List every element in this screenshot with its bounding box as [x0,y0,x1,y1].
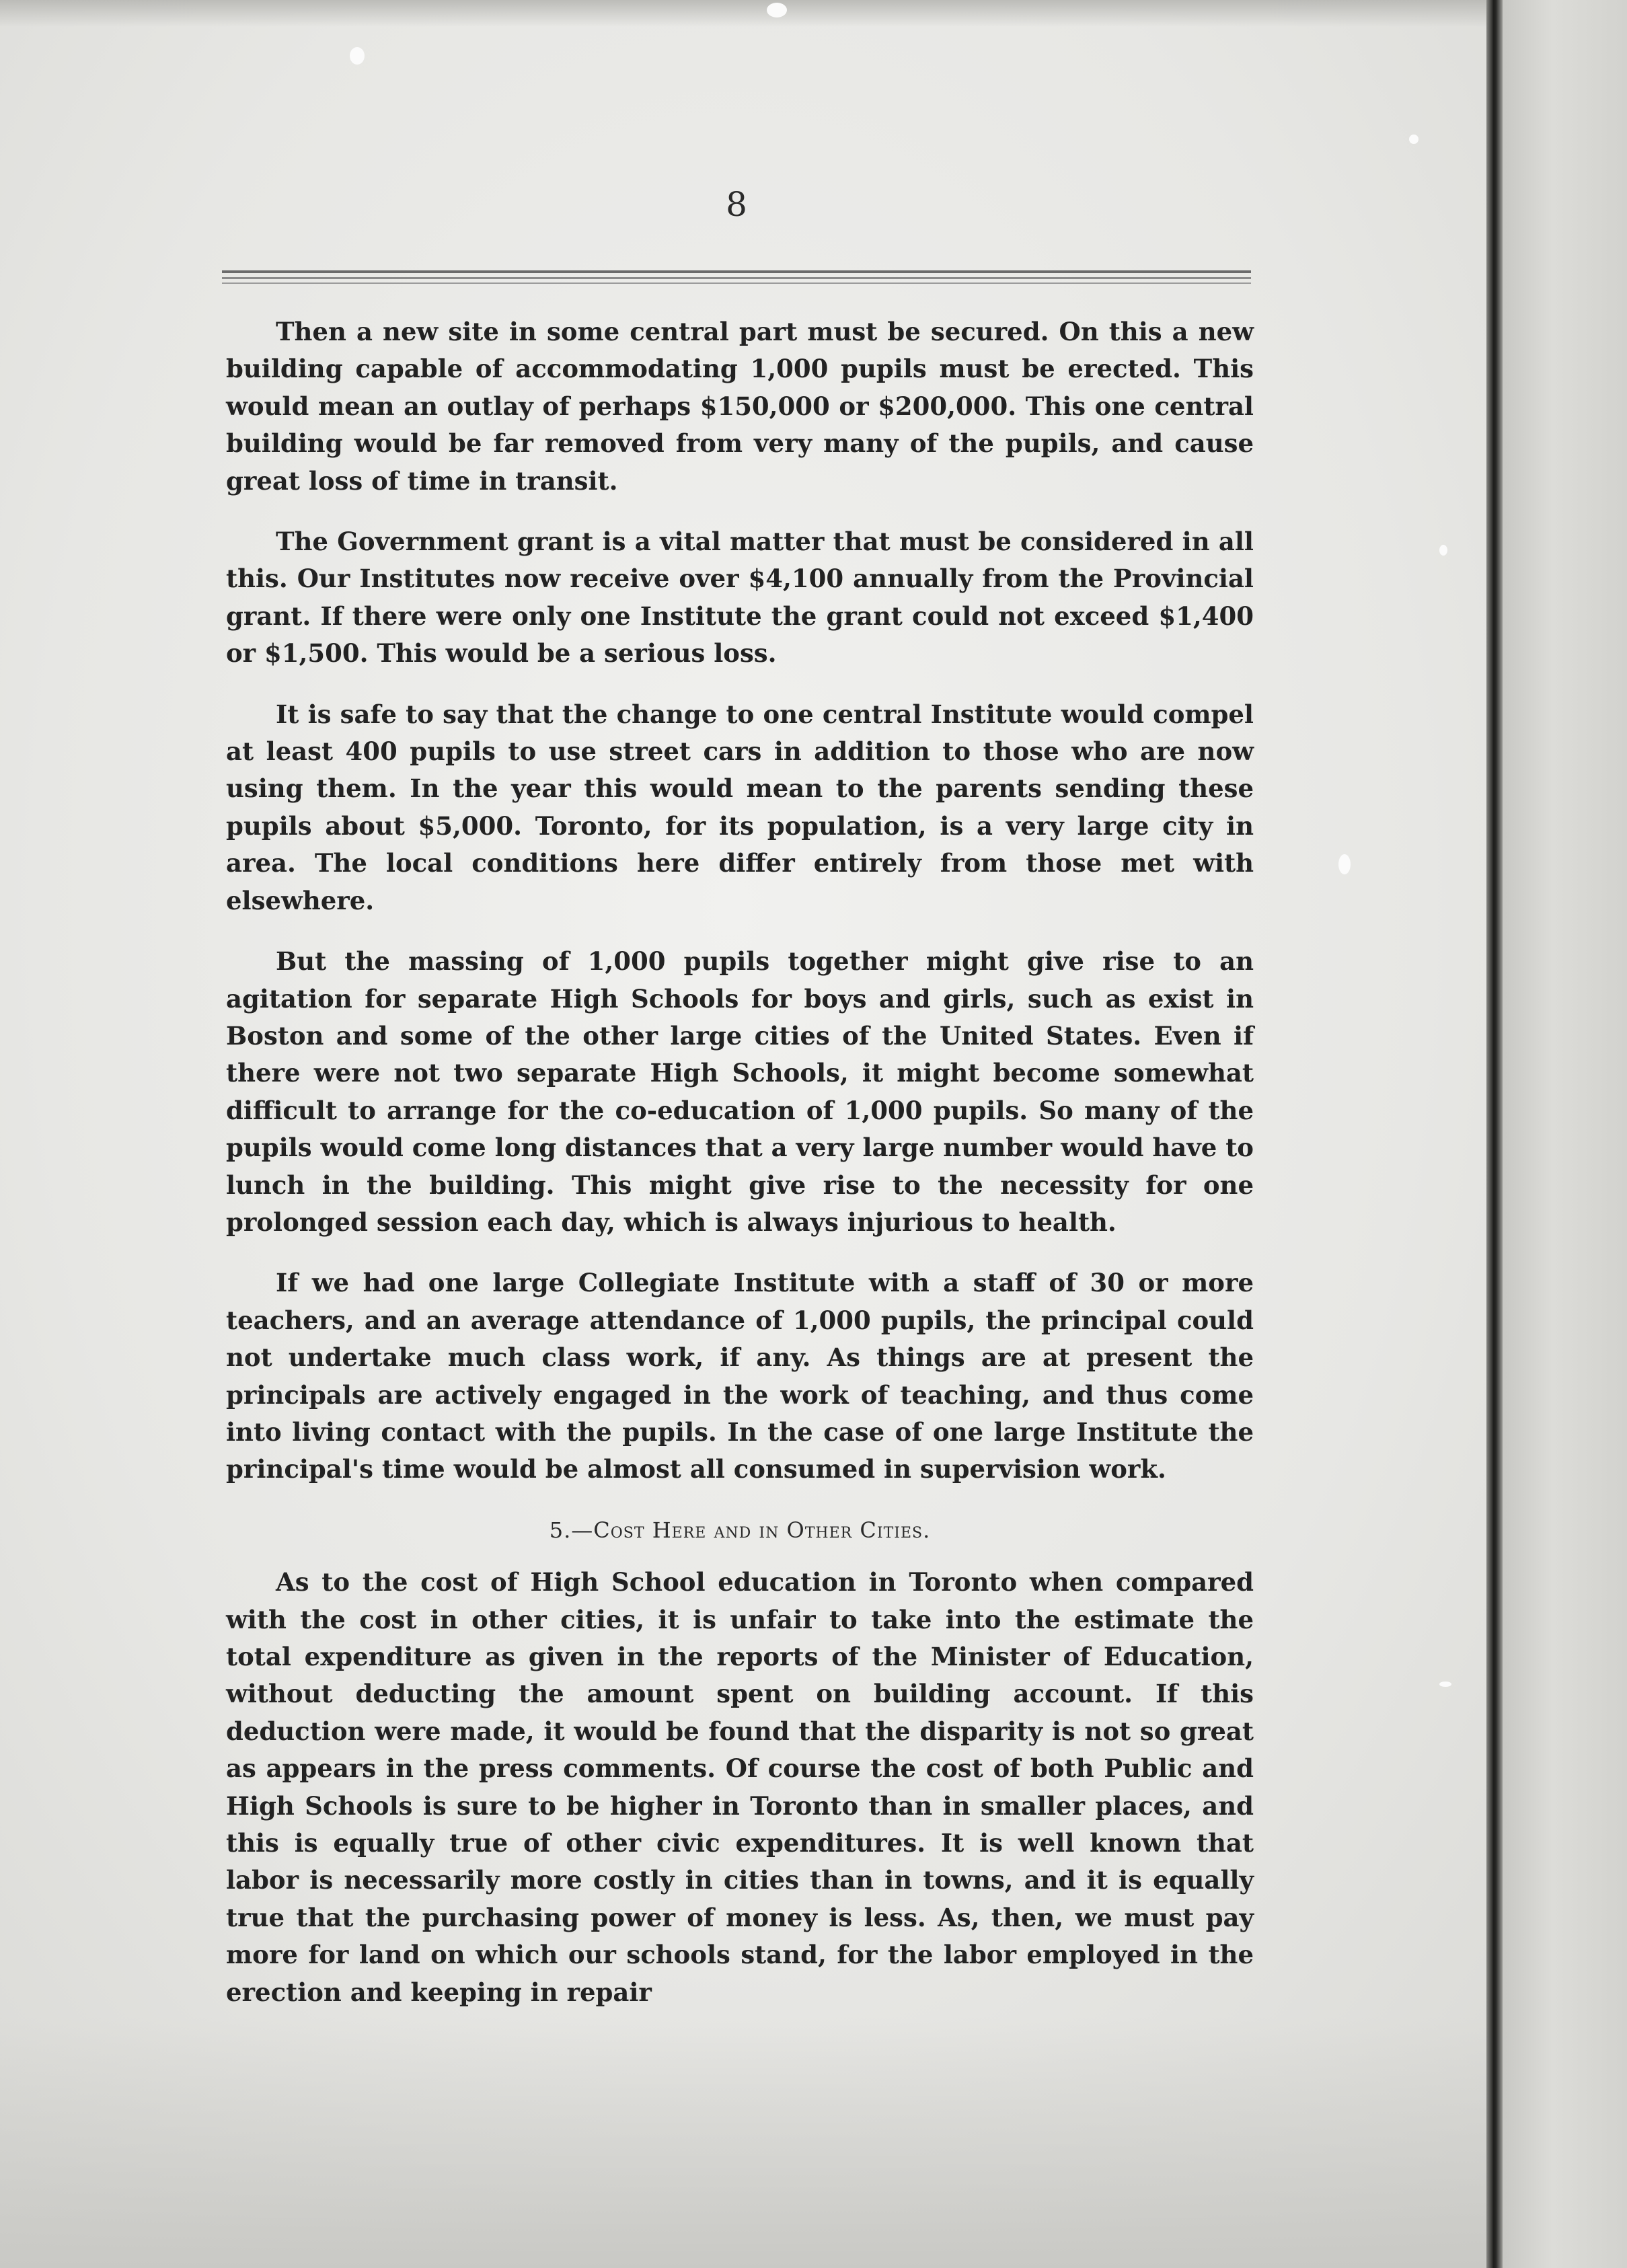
paragraph-cost-comparison: As to the cost of High School education in Toronto when compared with the cost in other cities, it is unfair to take into the estimate the total expenditure as given in the reports of the Minister of Education, without deducting the amount spent on building account. If this deduction were made, it would be found that the disparity is not so great as appears in the press comments. Of course the cost of both Public and High Schools is sure to be higher in Toronto than in smaller places, and this is equally true of other civic expenditures. It is well known that labor is necessarily more costly in cities than in towns, and it is equally true that the purchasing power of money is less. As, then, we must pay more for land on which our schools stand, for the labor employed in the erection and keeping in repair [226,1567,1254,2007]
adjacent-page-edge [1503,0,1627,2268]
section-heading: 5.—Cost Here and in Other Cities. [549,1517,931,1543]
header-rule [222,270,1251,273]
top-shadow [0,0,1627,27]
scan-speck [350,47,365,65]
scan-speck [1439,545,1447,556]
scan-speck [1409,135,1418,144]
scan-speck [1439,1681,1451,1687]
paragraph-new-site: Then a new site in some central part must be secured. On this a new building capable of accommodating 1,000 pupils must be erected. This would mean an outlay of perhaps $150,000 or $200,000. This one central building would be far removed from very many of the pupils, and cause great loss of time in transit. [226,317,1254,496]
paragraph-massing-pupils: But the massing of 1,000 pupils together might give rise to an agitation for separate High Schools for boys and girls, such as exist in Boston and some of the other large cities of the United States. Even if there were not two separate High Schools, it might become somewhat difficult to arrange for the co-education of 1,000 pupils. So many of the pupils would come long distances that a very large number would have to lunch in the building. This might give rise to the necessity for one prolonged session each day, which is always injurious to health. [226,946,1254,1237]
paragraph-large-collegiate: If we had one large Collegiate Institute with a staff of 30 or more teachers, and an average attendance of 1,000 pupils, the principal could not undertake much class work, if any. As things are at present the principals are actively engaged in the work of teaching, and thus come into living contact with the pupils. In the case of one large Institute the principal's time would be almost all consumed in supervision work. [226,1268,1254,1484]
body-text [226,313,1254,2035]
scan-speck [767,3,787,17]
paragraph-street-cars: It is safe to say that the change to one central Institute would compel at least 400 pupils to use street cars in addition to those who are now using them. In the year this would mean to the parents sending these pupils about $5,000. Toronto, for its population, is a very large city in area. The local conditions here differ entirely from those met with elsewhere. [226,699,1254,915]
header-rule [222,277,1251,279]
book-spine [1486,0,1503,2268]
bottom-shading [0,2018,1486,2268]
paragraph-government-grant: The Government grant is a vital matter that must be considered in all this. Our Institutes now receive over $4,100 annually from the Provincial grant. If there were only one Institute the grant could not exceed $1,400 or $1,500. This would be a serious loss. [226,527,1254,669]
scan-speck [1338,854,1351,874]
header-rule [222,282,1251,284]
page-number: 8 [726,185,747,224]
